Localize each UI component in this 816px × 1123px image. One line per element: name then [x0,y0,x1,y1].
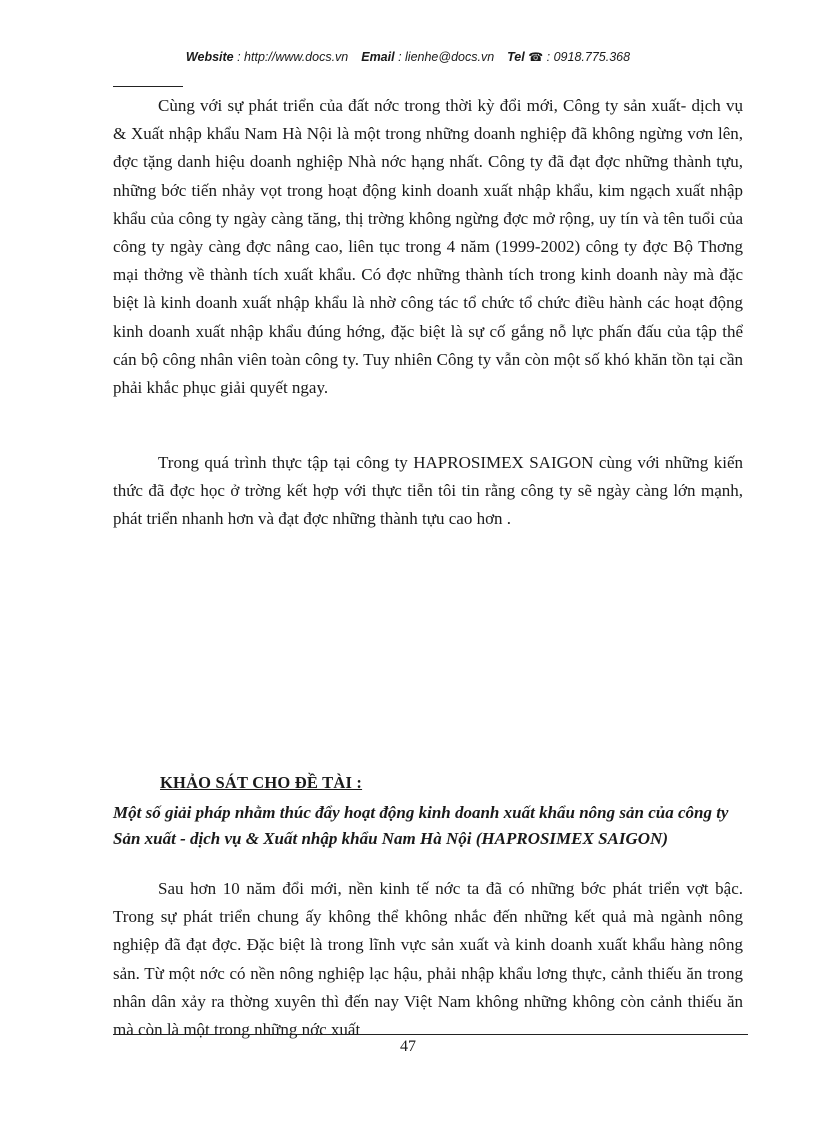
body-paragraph-3: Sau hơn 10 năm đổi mới, nền kinh tế nớc ta đã có những bớc phát triển vợt bậc. Trong sự phát triển chung ấy không thể không nhắc đến những kết quả mà ngành nông nghiệp đã đạt đợc. Đặc biệt là trong lĩnh vực sản xuất và kinh doanh xuất khẩu hàng nông sản. Từ một nớc có nền nông nghiệp lạc hậu, phải nhập khẩu lơng thực, cảnh thiếu ăn trong nhân dân xảy ra thờng xuyên thì đến nay Việt Nam không những không còn cảnh thiếu ăn mà còn là một trong những nớc xuất [113,879,743,1040]
section-title: KHẢO SÁT CHO ĐỀ TÀI : [160,773,363,792]
website-separator: : [233,50,245,64]
section-subtitle: Một số giải pháp nhằm thúc đẩy hoạt động kinh doanh xuất khẩu nông sản của công ty Sản xuất - dịch vụ & Xuất nhập khẩu Nam Hà Nội (HAPROSIMEX SAIGON) [113,803,729,848]
page-header [0,50,816,64]
body-paragraph-1: Cùng với sự phát triển của đất nớc trong thời kỳ đổi mới, Công ty sản xuất- dịch vụ & Xuất nhập khẩu Nam Hà Nội là một trong những doanh nghiệp đã không ngừng vơn lên, đợc tặng danh hiệu doanh nghiệp Nhà nớc hạng nhất. Công ty đã đạt đợc những thành tựu, những bớc tiến nhảy vọt trong hoạt động kinh doanh xuất nhập khẩu, kim ngạch xuất nhập khẩu của công ty ngày càng tăng, thị trờng không ngừng đợc mở rộng, uy tín và tên tuổi của công ty ngày càng đợc nâng cao, liên tục trong 4 năm (1999-2002) công ty đợc Bộ Thơng mại thởng về thành tích xuất khẩu. Có đợc những thành tích trong kinh doanh này mà đặc biệt là kinh doanh xuất nhập khẩu là nhờ công tác tổ chức tổ chức điều hành các hoạt động kinh doanh xuất nhập khẩu đúng hớng, đặc biệt là sự cố gắng nỗ lực phấn đấu của tập thể cán bộ công nhân viên toàn công ty. Tuy nhiên Công ty vẫn còn một số khó khăn tồn tại cần phải khắc phục giải quyết ngay. [113,96,743,398]
phone-icon: ☎ [528,50,544,64]
website-label: Website [185,50,234,64]
tel-separator: : [543,50,554,64]
tel-number: 0918.775.368 [553,50,631,64]
website-url[interactable]: http://www.docs.vn [244,50,349,64]
body-paragraph-2: Trong quá trình thực tập tại công ty HAPROSIMEX SAIGON cùng với những kiến thức đã đợc học ở trờng kết hợp với thực tiễn tôi tin rằng công ty sẽ ngày càng lớn mạnh, phát triển nhanh hơn và đạt đợc những thành tựu cao hơn . [113,453,743,529]
tel-label: Tel [507,50,525,64]
page-number: 47 [400,1038,416,1055]
email-label: Email [361,50,395,64]
email-separator: : [394,50,406,64]
email-address[interactable]: lienhe@docs.vn [405,50,495,64]
footer-divider [113,1034,748,1035]
header-short-divider [113,86,183,87]
